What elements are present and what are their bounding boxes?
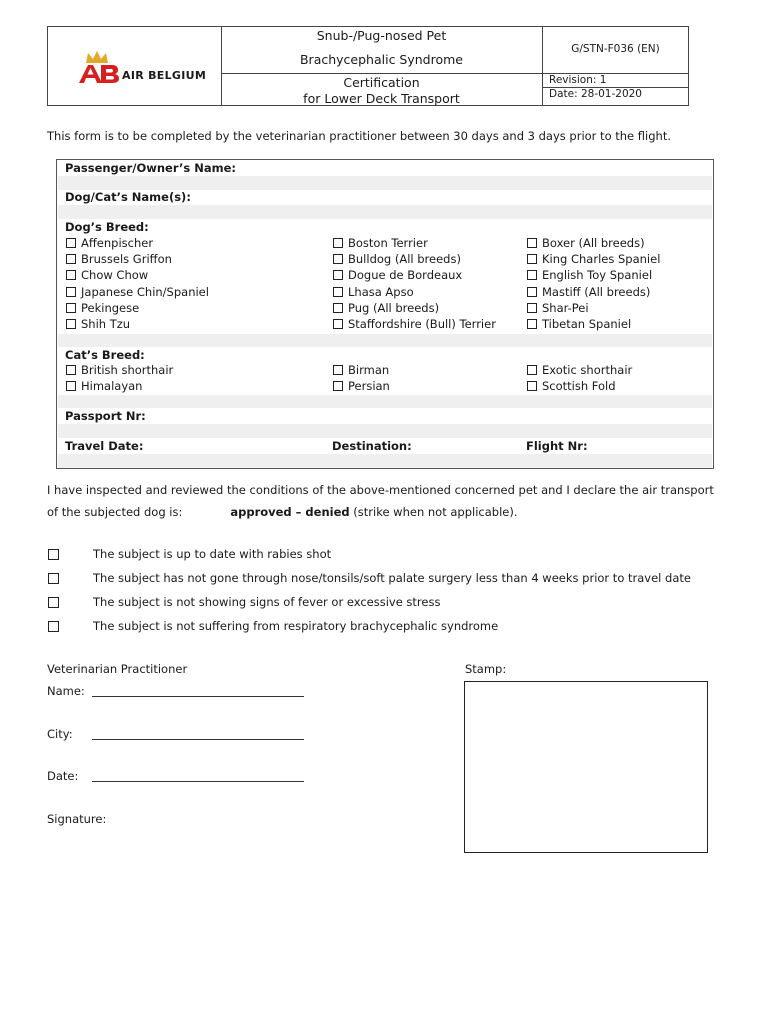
checkbox-icon[interactable] xyxy=(333,270,343,280)
checkbox-icon[interactable] xyxy=(527,238,537,248)
passport-label: Passport Nr: xyxy=(65,409,146,423)
header-divider xyxy=(542,27,543,105)
document-header xyxy=(47,26,689,106)
dog-breed-option[interactable]: Shar-Pei xyxy=(527,301,589,315)
dog-breed-option[interactable]: Tibetan Spaniel xyxy=(527,317,631,331)
dog-breed-option[interactable]: Dogue de Bordeaux xyxy=(333,268,462,282)
dog-breed-option[interactable]: Japanese Chin/Spaniel xyxy=(66,285,209,299)
cat-breed-option[interactable]: British shorthair xyxy=(66,363,173,377)
stamp-box[interactable] xyxy=(464,681,708,853)
cat-breed-label: Cat’s Breed: xyxy=(65,348,145,362)
checkbox-icon[interactable] xyxy=(333,303,343,313)
checkbox-icon[interactable] xyxy=(66,381,76,391)
checkbox-icon[interactable] xyxy=(333,365,343,375)
dog-breed-option[interactable]: Affenpischer xyxy=(66,236,153,250)
title-line-1: Snub-/Pug-nosed Pet xyxy=(316,28,447,43)
checkbox-icon[interactable] xyxy=(66,287,76,297)
owner-name-label: Passenger/Owner’s Name: xyxy=(65,161,236,175)
checkbox-icon[interactable] xyxy=(48,549,59,560)
revision: Revision: 1 xyxy=(549,74,607,86)
dog-breed-option[interactable]: Boxer (All breeds) xyxy=(527,236,645,250)
dog-breed-option[interactable]: Pekingese xyxy=(66,301,139,315)
vet-heading: Veterinarian Practitioner xyxy=(47,662,188,676)
intro-text: This form is to be completed by the veterinarian practitioner between 30 days and 3 days prior to the flight. xyxy=(47,129,671,143)
vet-name-field[interactable] xyxy=(92,696,304,697)
checkbox-icon[interactable] xyxy=(333,254,343,264)
title-line-2: Brachycephalic Syndrome xyxy=(299,52,463,67)
divider-shade xyxy=(58,334,712,347)
divider-shade xyxy=(58,395,712,408)
dog-breed-option[interactable]: Brussels Griffon xyxy=(66,252,172,266)
owner-name-field[interactable] xyxy=(58,176,712,190)
cat-breed-option[interactable]: Exotic shorthair xyxy=(527,363,632,377)
checkbox-icon[interactable] xyxy=(48,621,59,632)
dog-breed-option[interactable]: English Toy Spaniel xyxy=(527,268,652,282)
vet-date-field[interactable] xyxy=(92,781,304,782)
travel-date-label: Travel Date: xyxy=(65,439,144,453)
checkbox-icon[interactable] xyxy=(333,238,343,248)
checkbox-icon[interactable] xyxy=(333,319,343,329)
checkbox-icon[interactable] xyxy=(66,254,76,264)
checkbox-icon[interactable] xyxy=(48,573,59,584)
travel-info-field[interactable] xyxy=(58,454,712,468)
cat-breed-option[interactable]: Persian xyxy=(333,379,390,393)
passport-field[interactable] xyxy=(58,424,712,438)
declaration-line-1: I have inspected and reviewed the conditions of the above-mentioned concerned pet and I declare the air transport xyxy=(47,483,714,497)
vet-name-label: Name: xyxy=(47,684,85,698)
dog-breed-option[interactable]: Boston Terrier xyxy=(333,236,428,250)
checkbox-icon[interactable] xyxy=(333,381,343,391)
pet-info-box xyxy=(56,159,714,469)
checkbox-icon[interactable] xyxy=(527,254,537,264)
dog-breed-option[interactable]: Bulldog (All breeds) xyxy=(333,252,461,266)
checkbox-icon[interactable] xyxy=(66,238,76,248)
checkbox-icon[interactable] xyxy=(527,287,537,297)
checkbox-icon[interactable] xyxy=(527,270,537,280)
dog-breed-option[interactable]: Pug (All breeds) xyxy=(333,301,439,315)
vet-signature-label: Signature: xyxy=(47,812,107,826)
title-line-3: Certification xyxy=(343,75,420,90)
vet-city-label: City: xyxy=(47,727,73,741)
destination-label: Destination: xyxy=(332,439,412,453)
flight-number-label: Flight Nr: xyxy=(526,439,588,453)
dog-breed-option[interactable]: King Charles Spaniel xyxy=(527,252,660,266)
cat-breed-option[interactable]: Himalayan xyxy=(66,379,142,393)
pet-name-label: Dog/Cat’s Name(s): xyxy=(65,190,191,204)
cat-breed-option[interactable]: Birman xyxy=(333,363,389,377)
checkbox-icon[interactable] xyxy=(66,270,76,280)
revision-date: Date: 28-01-2020 xyxy=(549,88,642,100)
logo-text: AIR BELGIUM xyxy=(122,69,207,82)
title-line-4: for Lower Deck Transport xyxy=(303,91,460,106)
doc-code: G/STN-F036 (EN) xyxy=(571,43,660,55)
dog-breed-option[interactable]: Mastiff (All breeds) xyxy=(527,285,650,299)
checkbox-icon[interactable] xyxy=(48,597,59,608)
declaration-line-2: of the subjected dog is: approved – denied (strike when not applicable). xyxy=(47,505,518,519)
vet-city-field[interactable] xyxy=(92,739,304,740)
checkbox-icon[interactable] xyxy=(66,365,76,375)
checkbox-icon[interactable] xyxy=(66,303,76,313)
dog-breed-option[interactable]: Staffordshire (Bull) Terrier xyxy=(333,317,496,331)
dog-breed-label: Dog’s Breed: xyxy=(65,220,149,234)
stamp-label: Stamp: xyxy=(465,662,507,676)
dog-breed-option[interactable]: Chow Chow xyxy=(66,268,148,282)
checkbox-icon[interactable] xyxy=(66,319,76,329)
vet-date-label: Date: xyxy=(47,769,79,783)
checkbox-icon[interactable] xyxy=(527,365,537,375)
pet-name-field[interactable] xyxy=(58,205,712,219)
checkbox-icon[interactable] xyxy=(333,287,343,297)
dog-breed-option[interactable]: Shih Tzu xyxy=(66,317,130,331)
header-divider xyxy=(221,73,688,74)
checkbox-icon[interactable] xyxy=(527,319,537,329)
checkbox-icon[interactable] xyxy=(527,381,537,391)
dog-breed-option[interactable]: Lhasa Apso xyxy=(333,285,414,299)
approval-status[interactable]: approved – denied xyxy=(230,505,350,519)
cat-breed-option[interactable]: Scottish Fold xyxy=(527,379,616,393)
checkbox-icon[interactable] xyxy=(527,303,537,313)
